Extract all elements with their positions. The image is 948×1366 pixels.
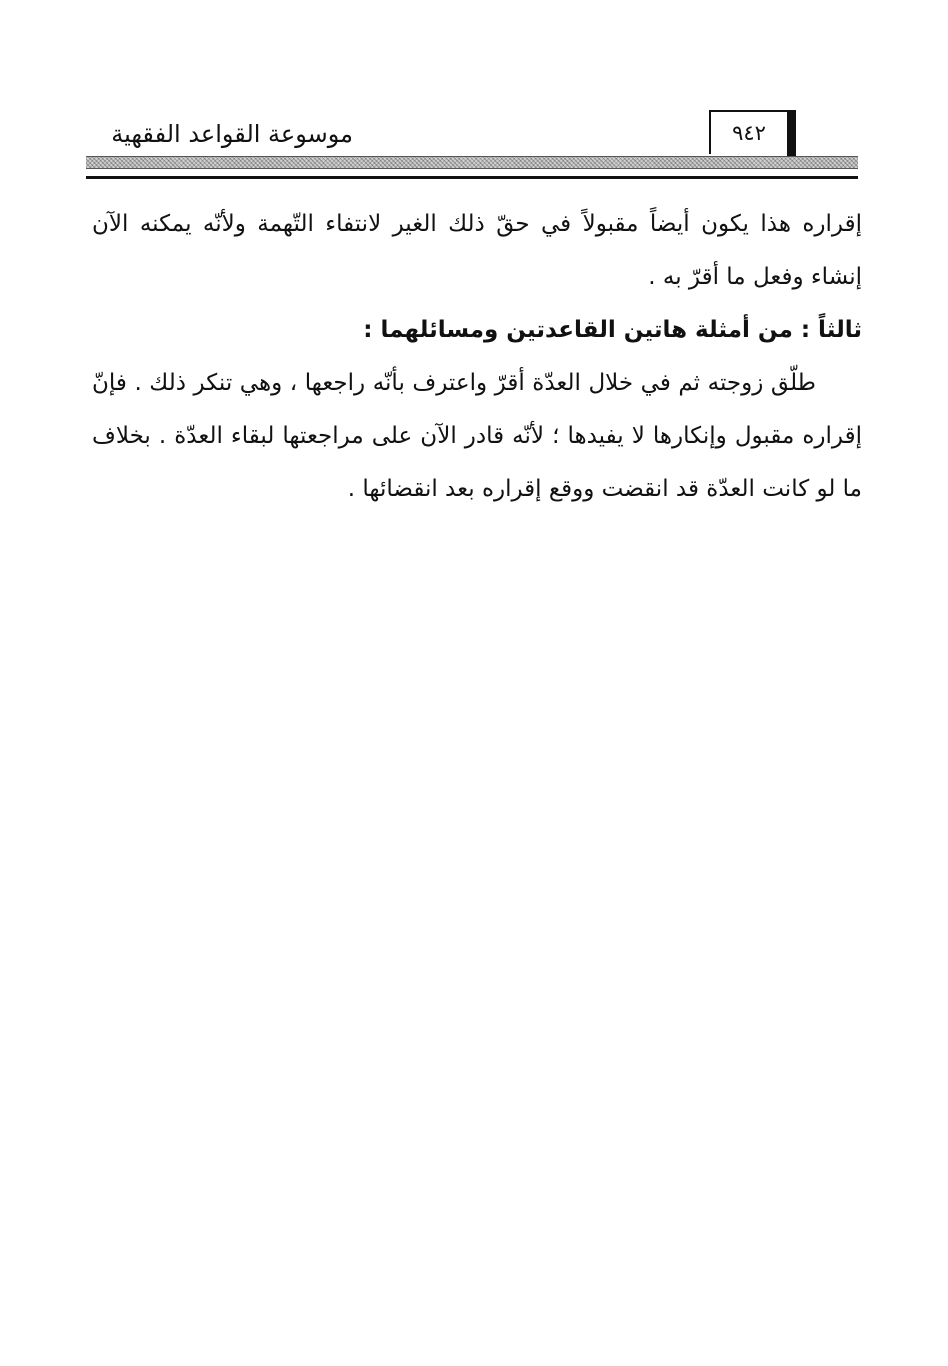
header-rule <box>86 176 858 179</box>
page-number: ٩٤٢ <box>732 121 766 145</box>
page-header <box>86 110 858 190</box>
header-hatched-band <box>86 156 858 169</box>
section-heading: ثالثاً : من أمثلة هاتين القاعدتين ومسائلهما : <box>363 317 862 343</box>
running-title: موسوعة القواعد الفقهية <box>111 120 353 148</box>
page-number-box <box>709 110 789 154</box>
page-number-shadow <box>787 110 796 158</box>
paragraph-example: طلّق زوجته ثم في خلال العدّة أقرّ واعترف بأنّه راجعها ، وهي تنكر ذلك . فإنّ إقراره مقبول وإنكارها لا يفيدها ؛ لأنّه قادر الآن على مراجعتها لبقاء العدّة . بخلاف ما لو كانت العدّة قد انقضت ووقع إقراره بعد انقضائها . <box>92 370 862 502</box>
page-body <box>92 198 862 516</box>
paragraph-continuation: إقراره هذا يكون أيضاً مقبولاً في حقّ ذلك الغير لانتفاء التّهمة ولأنّه يمكنه الآن إنشاء وفعل ما أقرّ به . <box>92 211 862 290</box>
